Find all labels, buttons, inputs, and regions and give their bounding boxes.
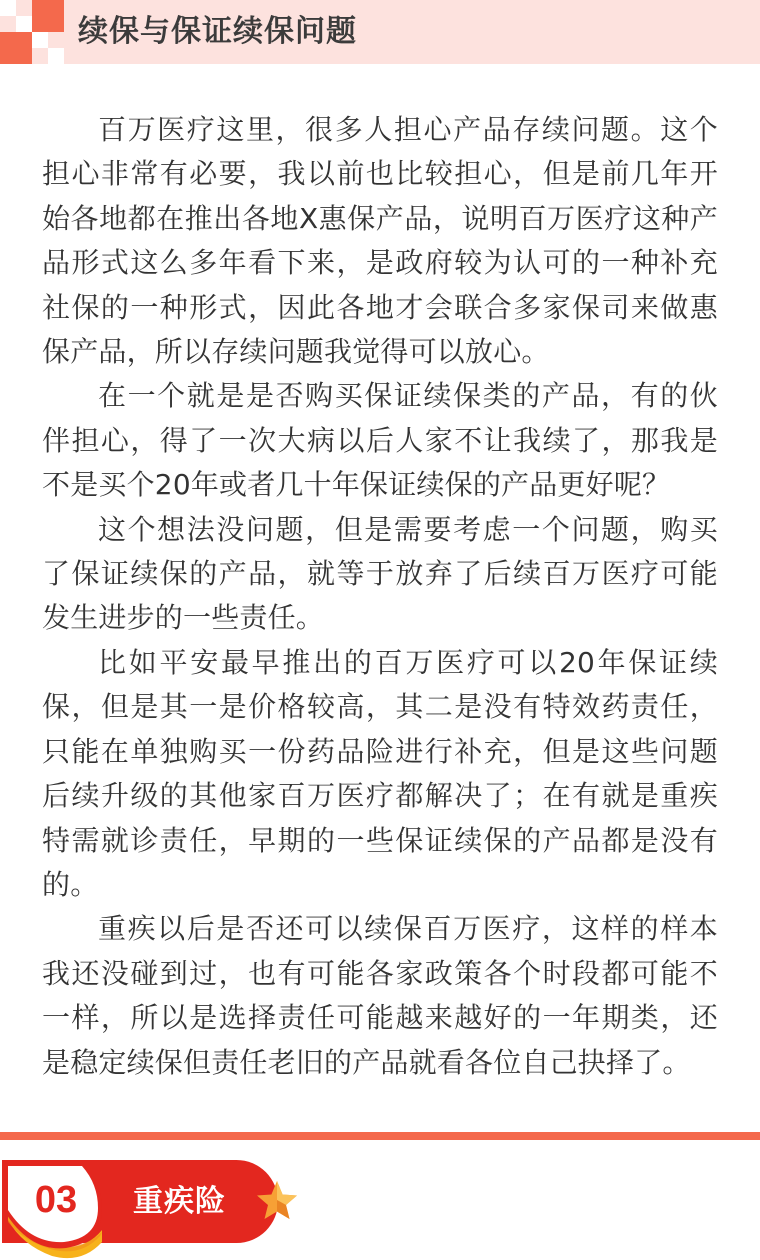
section-header-banner bbox=[0, 0, 760, 64]
section-number: 03 bbox=[34, 1179, 78, 1221]
article-body bbox=[42, 108, 718, 1085]
star-icon bbox=[254, 1178, 300, 1224]
next-section-badge bbox=[2, 1160, 302, 1260]
checkerboard-decoration-icon bbox=[0, 0, 64, 64]
next-section-title: 重疾险 bbox=[133, 1184, 226, 1219]
paragraph: 这个想法没问题，但是需要考虑一个问题，购买了保证续保的产品，就等于放弃了后续百万医疗可能发生进步的一些责任。 bbox=[42, 512, 718, 635]
paragraph: 比如平安最早推出的百万医疗可以20年保证续保，但是其一是价格较高，其二是没有特效药责任，只能在单独购买一份药品险进行补充，但是这些问题后续升级的其他家百万医疗都解决了；在有就是重疾特需就诊责任，早期的一些保证续保的产品都是没有的。 bbox=[42, 645, 718, 901]
paragraph: 在一个就是是否购买保证续保类的产品，有的伙伴担心，得了一次大病以后人家不让我续了，那我是不是买个20年或者几十年保证续保的产品更好呢？ bbox=[42, 379, 718, 502]
section-divider bbox=[0, 1132, 760, 1140]
paragraph: 重疾以后是否还可以续保百万医疗，这样的样本我还没碰到过，也有可能各家政策各个时段都可能不一样，所以是选择责任可能越来越好的一年期类，还是稳定续保但责任老旧的产品就看各位自己抉择了。 bbox=[42, 912, 718, 1079]
paragraph: 百万医疗这里，很多人担心产品存续问题。这个担心非常有必要，我以前也比较担心，但是前几年开始各地都在推出各地X惠保产品，说明百万医疗这种产品形式这么多年看下来，是政府较为认可的一种补充社保的一种形式，因此各地才会联合多家保司来做惠保产品，所以存续问题我觉得可以放心。 bbox=[42, 113, 718, 369]
section-title: 续保与保证续保问题 bbox=[78, 14, 357, 49]
